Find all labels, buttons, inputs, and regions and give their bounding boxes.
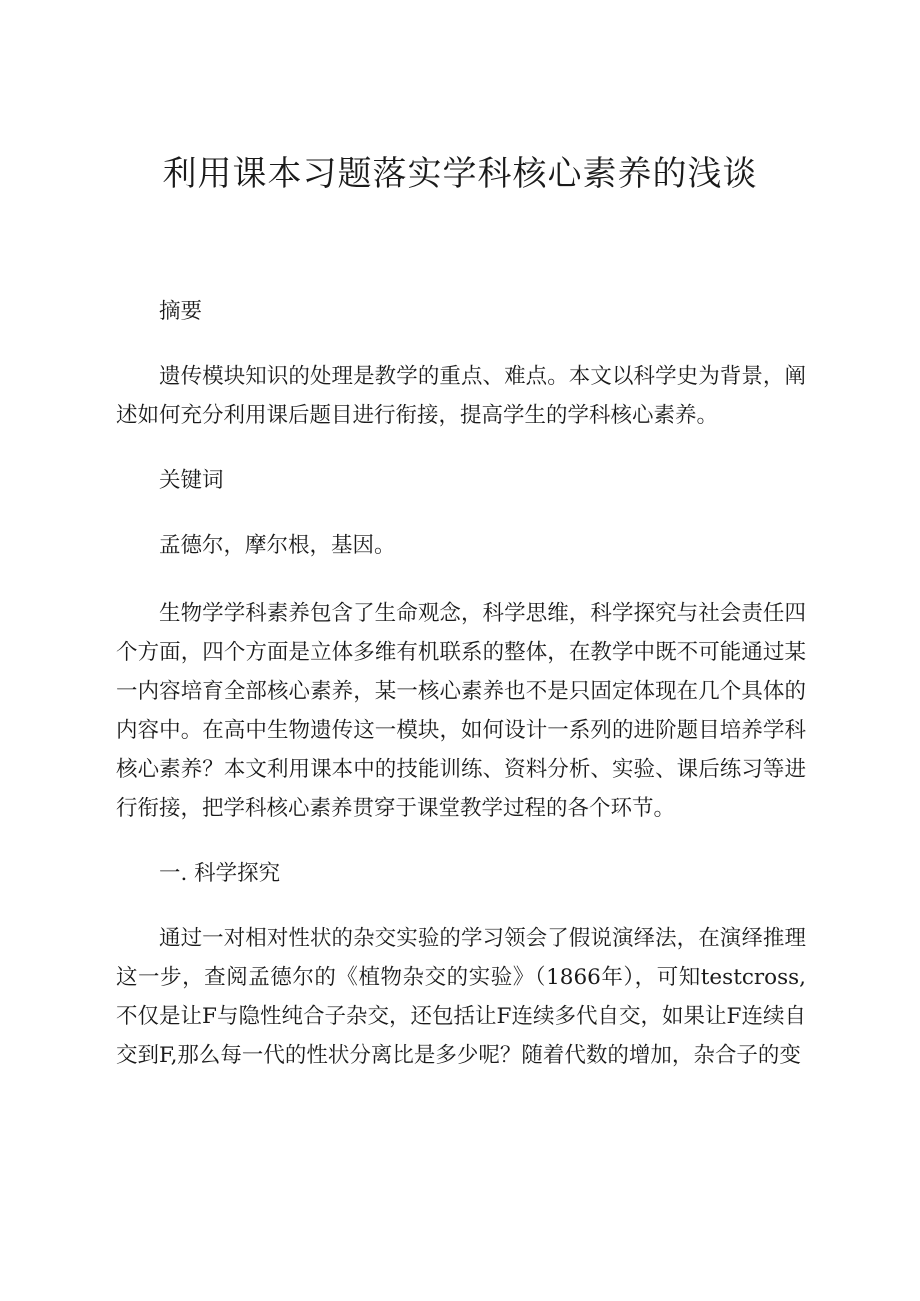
- document-body: [116, 292, 806, 1075]
- section-paragraph-science-inquiry: 通过一对相对性状的杂交实验的学习领会了假说演绎法，在演绎推理这一步，查阅孟德尔的《植物杂交的实验》（1866年），可知testcross,不仅是让F与隐性纯合子杂交，还包括让F连续多代自交，如果让F连续自交到F,那么每一代的性状分离比是多少呢？随着代数的增加，杂合子的变: [116, 926, 806, 1068]
- keywords-text: 孟德尔，摩尔根，基因。: [159, 533, 396, 558]
- abstract-text: 遗传模块知识的处理是教学的重点、难点。本文以科学史为背景，阐述如何充分利用课后题目进行衔接，提高学生的学科核心素养。: [116, 364, 806, 428]
- intro-paragraph: 生物学学科素养包含了生命观念，科学思维，科学探究与社会责任四个方面，四个方面是立体多维有机联系的整体，在教学中既不可能通过某一内容培育全部核心素养，某一核心素养也不是只固定体现在几个具体的内容中。在高中生物遗传这一模块，如何设计一系列的进阶题目培养学科核心素养？本文利用课本中的技能训练、资料分析、实验、课后练习等进行衔接，把学科核心素养贯穿于课堂教学过程的各个环节。: [116, 601, 806, 821]
- keywords-heading: 关键词: [159, 468, 224, 493]
- document-title: 利用课本习题落实学科核心素养的浅谈: [162, 154, 758, 194]
- abstract-heading: 摘要: [159, 299, 203, 324]
- section-heading-science-inquiry: 一. 科学探究: [159, 861, 281, 886]
